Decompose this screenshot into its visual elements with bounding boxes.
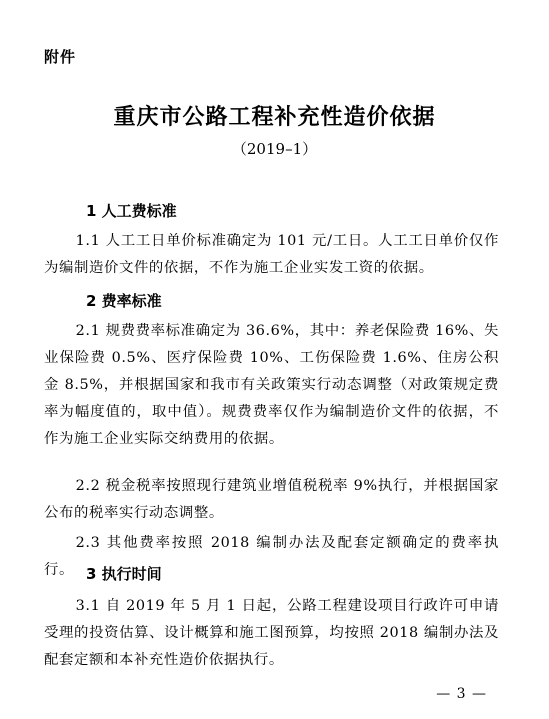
document-subtitle: （2019–1） [231,140,318,158]
attachment-label: 附件 [44,48,77,66]
paragraph-1-1: 1.1 人工工日单价标准确定为 101 元/工日。人工工日单价仅作为编制造价文件的依据，不作为施工企业实发工资的依据。 [44,233,499,276]
page-number: — 3 — [436,686,487,702]
section-heading-effective-date: 3 执行时间 [86,565,162,583]
document-title: 重庆市公路工程补充性造价依据 [113,105,436,130]
paragraph-2-3: 2.3 其他费率按照 2018 编制办法及配套定额确定的费率执行。 [44,535,499,578]
paragraph-2-2: 2.2 税金税率按照现行建筑业增值税税率 9%执行，并根据国家公布的税率实行动态调整。 [44,478,499,521]
paragraph-3-1: 3.1 自 2019 年 5 月 1 日起，公路工程建设项目行政许可申请受理的投资估算、设计概算和施工图预算，均按照 2018 编制办法及配套定额和本补充性造价依据执行。 [44,598,499,668]
paragraph-2-1: 2.1 规费费率标准确定为 36.6%，其中：养老保险费 16%、失业保险费 0.5%、医疗保险费 10%、工伤保险费 1.6%、住房公积金 8.5%，并根据国家和我市有关政策实行动态调整（对政策规定费率为幅度值的，取中值）。规费费率仅作为编制造价文件的依据，不作为施工企业实际交纳费用的依据。 [44,323,499,447]
section-heading-labor-cost: 1 人工费标准 [86,202,177,220]
section-heading-fee-rates: 2 费率标准 [86,292,162,310]
